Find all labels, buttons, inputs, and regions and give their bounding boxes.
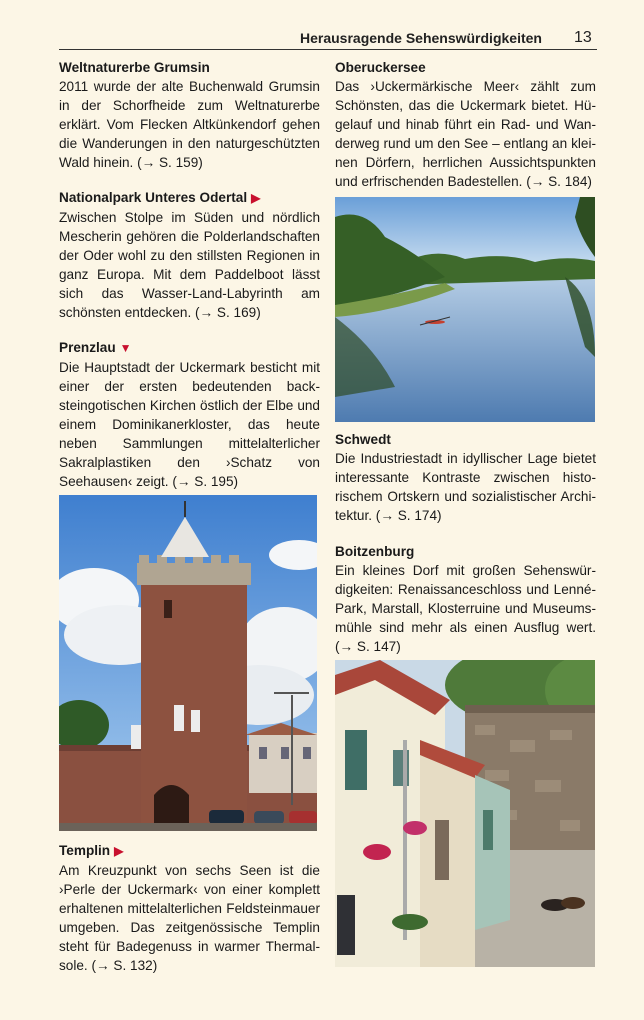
section-text: Die Hauptstadt der Uckermark besticht mit einer der ersten bedeutenden backsteingotischen Kirchen östlich der Elbe und einem Dominikanerkloster, das heute neben Sammlungen mittelalterlicher Sakralplastiken den ›Schatz von Seehausen‹ zeigt. (→ S. 195) — [59, 360, 320, 489]
section-title: Prenzlau — [59, 340, 116, 355]
arrow-down-icon: ▼ — [119, 341, 132, 355]
photo-oberuckersee-lake — [335, 197, 595, 422]
section-odertal — [59, 188, 320, 322]
page-number: 13 — [574, 29, 592, 46]
section-text: Ein kleines Dorf mit großen Sehenswürdigkeiten: Renaissanceschloss und Lenné-Park, Marstall, Klosterruine und Museumsmühle sind mehr als einen Ausflug wert. (→ S. 147) — [335, 563, 596, 654]
arrow-right-icon: ▶ — [114, 844, 124, 858]
photo-prenzlau-tower — [59, 495, 317, 831]
section-boitzenburg — [335, 542, 596, 656]
section-text: Die Industriestadt in idyllischer Lage bietet interessante Kontraste zwischen historischem Ortskern und sozialistischer Architektur. (→ S. 174) — [335, 451, 596, 523]
section-prenzlau — [59, 338, 320, 491]
section-title: Weltnaturerbe Grumsin — [59, 60, 210, 75]
section-oberuckersee — [335, 58, 596, 191]
section-templin — [59, 841, 320, 975]
running-header: Herausragende Sehenswürdigkeiten — [300, 30, 542, 46]
arrow-right-icon: ▶ — [251, 191, 261, 205]
section-schwedt — [335, 430, 596, 525]
section-title: Templin — [59, 843, 111, 858]
section-title: Boitzenburg — [335, 544, 415, 559]
photo-village-street — [335, 660, 595, 967]
section-grumsin — [59, 58, 320, 172]
section-title: Schwedt — [335, 432, 391, 447]
section-text: Zwischen Stolpe im Süden und nördlich Mescherin gehören die Polderlandschaften der Oder wohl zu den stillsten Regionen in ganz Europa. Mit dem Paddelboot lässt sich das Wasser-Land-Labyrinth am schönsten entdecken. (→ S. 169) — [59, 210, 320, 320]
section-title: Oberuckersee — [335, 60, 426, 75]
section-text: Das ›Uckermärkische Meer‹ zählt zum Schönsten, das die Uckermark bietet. Hügelauf und hinab führt ein Rad- und Wanderweg rund um den See – entlang an kleinen Dörfern, herrlichen Aussichtspunkten und erfrischenden Badestellen. (→ S. 184) — [335, 79, 596, 189]
section-title: Nationalpark Unteres Odertal — [59, 190, 248, 205]
header-rule — [59, 49, 597, 50]
section-text: 2011 wurde der alte Buchenwald Grumsin in der Schorfheide zum Weltnaturerbe erklärt. Vom Flecken Altkünkendorf gehen die Wanderungen in den naturgeschützten Wald hinein. (→ S. 159) — [59, 79, 320, 170]
section-text: Am Kreuzpunkt von sechs Seen ist die ›Perle der Uckermark‹ von einer komplett erhaltenen mittelalterlichen Feldsteinmauer umgeben. Das zeitgenössische Templin steht für Badegenuss in warmer Thermalsole. (→ S. 132) — [59, 863, 320, 973]
